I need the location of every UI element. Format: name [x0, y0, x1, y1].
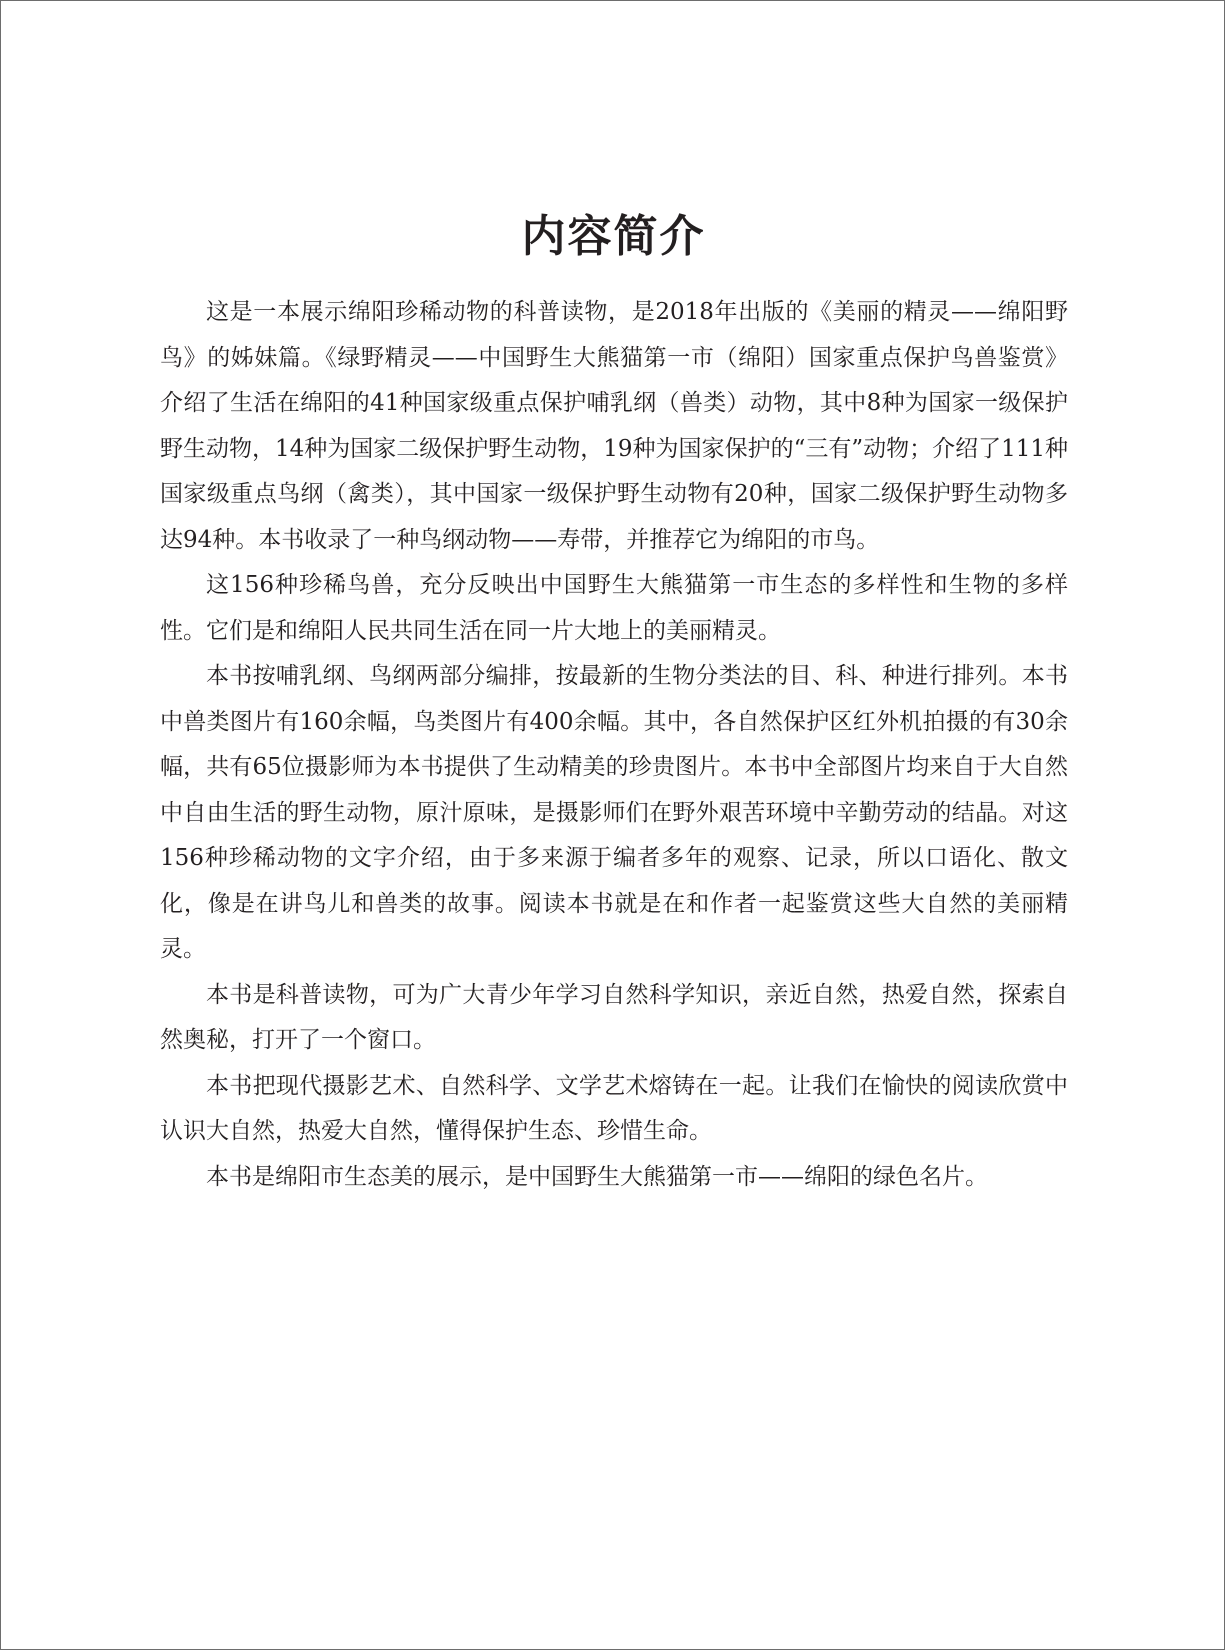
paragraph: 本书按哺乳纲、鸟纲两部分编排，按最新的生物分类法的目、科、种进行排列。本书中兽类图片有160余幅，鸟类图片有400余幅。其中，各自然保护区红外机拍摄的有30余幅，共有65位摄影师为本书提供了生动精美的珍贵图片。本书中全部图片均来自于大自然中自由生活的野生动物，原汁原味，是摄影师们在野外艰苦环境中辛勤劳动的结晶。对这156种珍稀动物的文字介绍，由于多来源于编者多年的观察、记录，所以口语化、散文化，像是在讲鸟儿和兽类的故事。阅读本书就是在和作者一起鉴赏这些大自然的美丽精灵。	[160, 663, 1068, 962]
page-title: 内容简介	[521, 211, 706, 263]
paragraph: 本书把现代摄影艺术、自然科学、文学艺术熔铸在一起。让我们在愉快的阅读欣赏中认识大自然，热爱大自然，懂得保护生态、珍惜生命。	[160, 1072, 1068, 1144]
paragraph: 这是一本展示绵阳珍稀动物的科普读物，是2018年出版的《美丽的精灵——绵阳野鸟》的姊妹篇。《绿野精灵——中国野生大熊猫第一市（绵阳）国家重点保护鸟兽鉴赏》介绍了生活在绵阳的41种国家级重点保护哺乳纲（兽类）动物，其中8种为国家一级保护野生动物，14种为国家二级保护野生动物，19种为国家保护的“三有”动物；介绍了111种国家级重点鸟纲（禽类），其中国家一级保护野生动物有20种，国家二级保护野生动物多达94种。本书收录了一种鸟纲动物——寿带，并推荐它为绵阳的市鸟。	[160, 299, 1068, 553]
paragraph: 本书是科普读物，可为广大青少年学习自然科学知识，亲近自然，热爱自然，探索自然奥秘，打开了一个窗口。	[160, 981, 1068, 1053]
synopsis-body	[160, 290, 1068, 1200]
paragraph: 这156种珍稀鸟兽，充分反映出中国野生大熊猫第一市生态的多样性和生物的多样性。它们是和绵阳人民共同生活在同一片大地上的美丽精灵。	[160, 572, 1068, 644]
paragraph: 本书是绵阳市生态美的展示，是中国野生大熊猫第一市——绵阳的绿色名片。	[206, 1163, 988, 1190]
